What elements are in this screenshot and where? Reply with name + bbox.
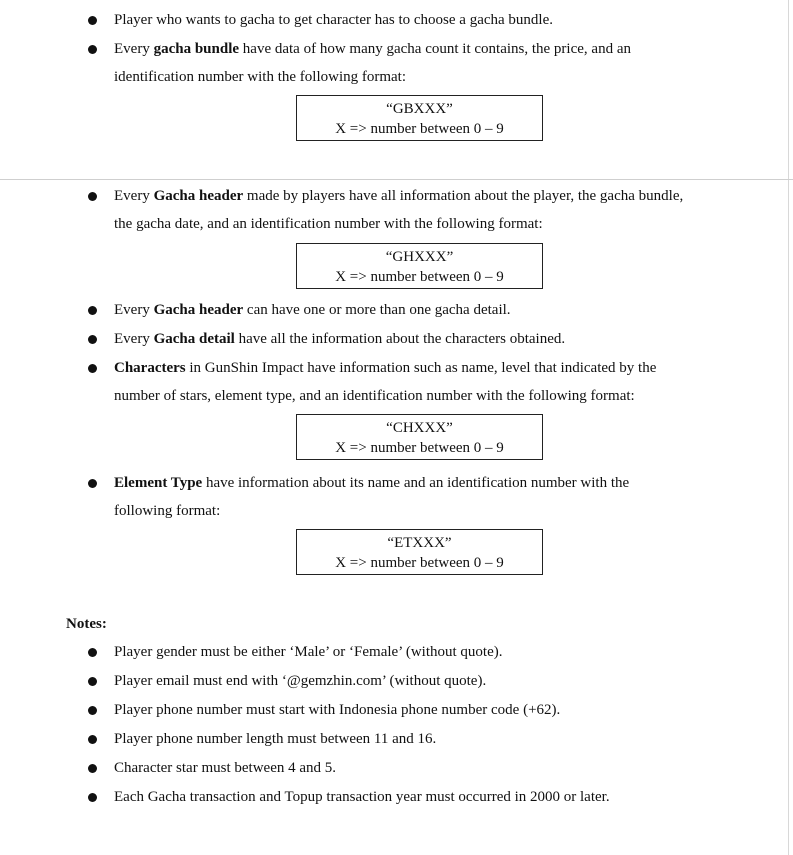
- text: Every: [114, 302, 154, 318]
- bullet-icon: [88, 706, 97, 715]
- bullet-icon: [88, 335, 97, 344]
- format-code: “GHXXX”: [385, 249, 454, 265]
- notes-heading: Notes:: [66, 616, 107, 632]
- bullet-icon: [88, 306, 97, 315]
- text: Every: [114, 331, 154, 347]
- format-rule: X => number between 0 – 9: [335, 440, 504, 456]
- bullet-icon: [88, 45, 97, 54]
- format-rule: X => number between 0 – 9: [335, 121, 504, 137]
- bullet-icon: [88, 764, 97, 773]
- text: number of stars, element type, and an identification number with the following format:: [114, 388, 635, 404]
- format-box-etxxx: [296, 529, 543, 575]
- format-rule: X => number between 0 – 9: [335, 269, 504, 285]
- page-break-divider: [0, 179, 793, 180]
- format-code: “GBXXX”: [386, 101, 453, 117]
- text: have data of how many gacha count it contains, the price, and an: [239, 41, 631, 57]
- bold-term: gacha bundle: [153, 41, 240, 57]
- text: can have one or more than one gacha detail.: [243, 302, 511, 318]
- note-item: Character star must between 4 and 5.: [114, 760, 337, 776]
- note-item: Player phone number must start with Indonesia phone number code (+62).: [114, 702, 561, 718]
- bullet-text: [114, 186, 683, 206]
- bullet-text: [114, 473, 629, 493]
- bullet-icon: [88, 648, 97, 657]
- bold-term: Gacha detail: [153, 331, 235, 347]
- bold-term: Gacha header: [153, 302, 244, 318]
- note-item: Each Gacha transaction and Topup transaction year must occurred in 2000 or later.: [114, 789, 610, 805]
- format-code: “CHXXX”: [386, 420, 453, 436]
- text: Every: [114, 188, 154, 204]
- bullet-text-continuation: [114, 501, 220, 521]
- text: following format:: [114, 503, 221, 519]
- text: have all the information about the characters obtained.: [234, 331, 566, 347]
- format-box-ghxxx: [296, 243, 543, 289]
- text: the gacha date, and an identification number with the following format:: [114, 216, 543, 232]
- bullet-text: [114, 329, 565, 349]
- bullet-icon: [88, 16, 97, 25]
- text: Player who wants to gacha to get character has to choose a gacha bundle.: [114, 12, 553, 28]
- bullet-icon: [88, 364, 97, 373]
- text: identification number with the following format:: [114, 69, 407, 85]
- format-code: “ETXXX”: [387, 535, 452, 551]
- bullet-text-continuation: [114, 67, 406, 87]
- note-item: Player gender must be either ‘Male’ or ‘Female’ (without quote).: [114, 644, 503, 660]
- text: made by players have all information about the player, the gacha bundle,: [243, 188, 684, 204]
- text: in GunShin Impact have information such as name, level that indicated by the: [185, 360, 657, 376]
- bullet-icon: [88, 793, 97, 802]
- page-right-edge: [788, 0, 789, 855]
- format-box-gbxxx: [296, 95, 543, 141]
- bullet-icon: [88, 479, 97, 488]
- format-rule: X => number between 0 – 9: [335, 555, 504, 571]
- bullet-text: [114, 10, 553, 30]
- bullet-icon: [88, 735, 97, 744]
- text: Every: [114, 41, 154, 57]
- format-box-chxxx: [296, 414, 543, 460]
- text: have information about its name and an identification number with the: [202, 475, 630, 491]
- bullet-text: [114, 300, 511, 320]
- bold-term: Element Type: [114, 475, 203, 491]
- bullet-text: [114, 358, 656, 378]
- note-item: Player email must end with ‘@gemzhin.com’ (without quote).: [114, 673, 487, 689]
- bullet-icon: [88, 677, 97, 686]
- bullet-text: [114, 39, 631, 59]
- bullet-text-continuation: [114, 214, 543, 234]
- bullet-text-continuation: [114, 386, 635, 406]
- bold-term: Gacha header: [153, 188, 244, 204]
- note-item: Player phone number length must between 11 and 16.: [114, 731, 437, 747]
- bold-term: Characters: [114, 360, 186, 376]
- bullet-icon: [88, 192, 97, 201]
